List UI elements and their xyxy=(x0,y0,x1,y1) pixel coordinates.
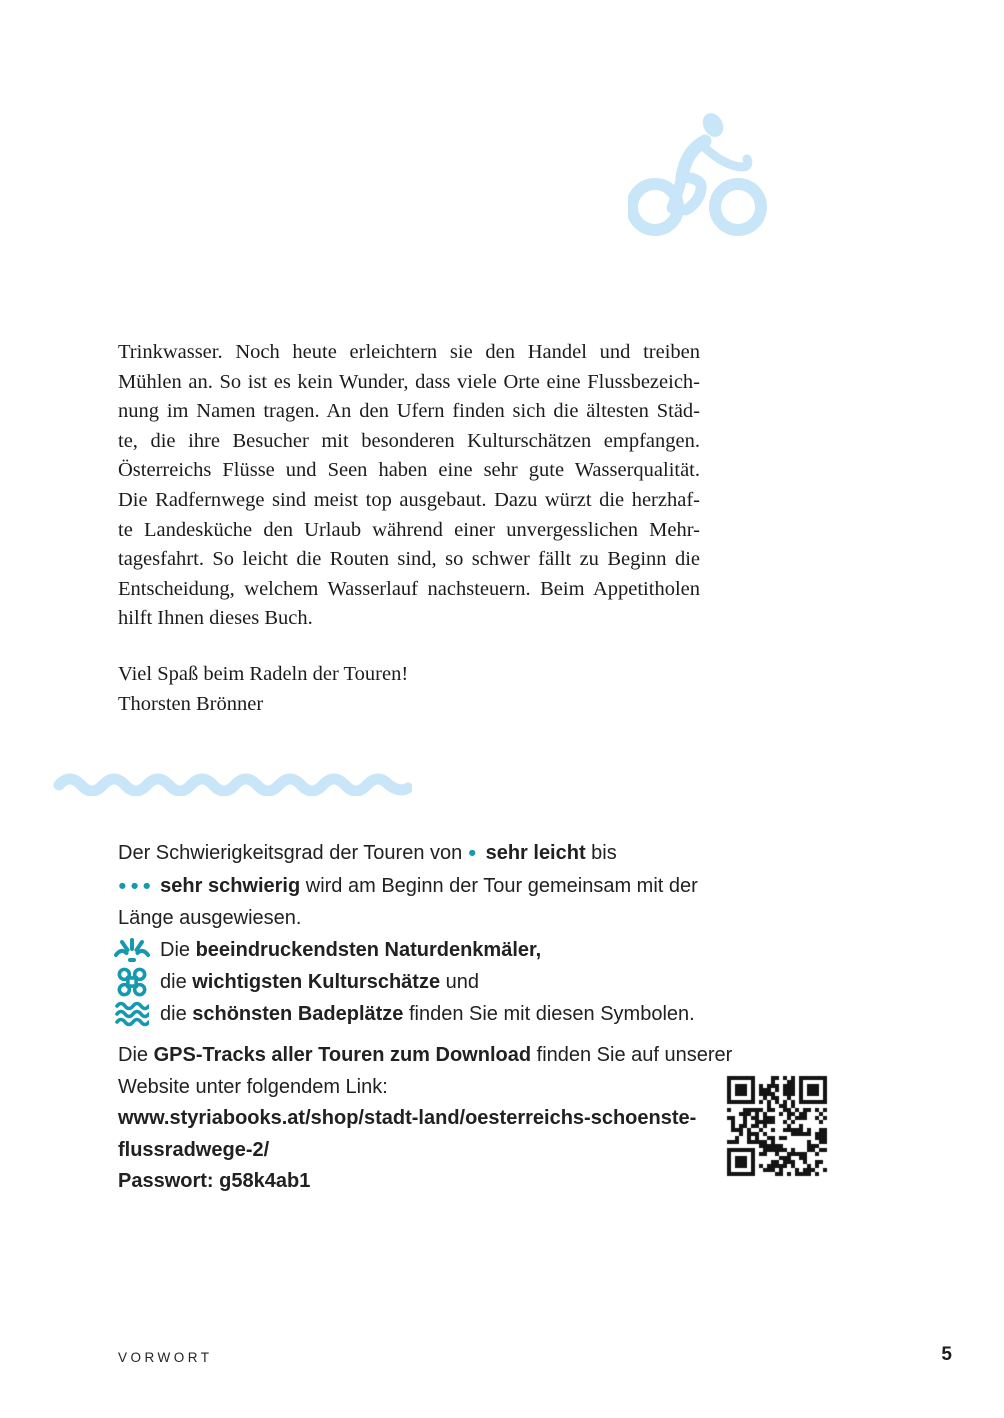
footer-chapter-label: VORWORT xyxy=(118,1350,213,1365)
legend-row-nature xyxy=(112,934,695,966)
difficulty-line: Länge ausgewiesen. xyxy=(118,907,302,929)
difficulty-line: Der Schwierigkeitsgrad der Touren von ● sehr leicht bis xyxy=(118,842,617,864)
legend-label: die wichtigsten Kulturschätze und xyxy=(160,970,479,993)
cyclist-icon xyxy=(628,110,768,240)
gps-line: Website unter folgendem Link: xyxy=(118,1075,388,1098)
legend-row-bathing xyxy=(112,998,695,1030)
waves-icon xyxy=(112,1001,152,1027)
legend-label: Die beeindruckendsten Naturdenkmäler, xyxy=(160,938,542,961)
knot-icon xyxy=(112,965,152,999)
qr-code xyxy=(725,1074,829,1182)
difficulty-line: ●●● sehr schwierig wird am Beginn der Tour gemeinsam mit der xyxy=(118,874,698,897)
page-number: 5 xyxy=(941,1344,952,1365)
download-password: Passwort: g58k4ab1 xyxy=(118,1170,311,1192)
symbols-legend xyxy=(112,934,695,1030)
gps-download-section xyxy=(118,1040,732,1198)
nature-splash-icon xyxy=(112,936,152,964)
signoff: Viel Spaß beim Radeln der Touren! Thorsten Brönner xyxy=(118,663,409,715)
intro-paragraph: Trinkwasser. Noch heute erleichtern sie den Handel und treiben Mühlen an. So ist es kein Wunder, dass viele Orte eine Flussbezeich- nung im Namen tragen. An den Ufern finden sich die ältesten Städ- te, die ihre Besucher mit besonderen Kulturschätzen empfangen. Österreichs Flüsse und Seen haben eine sehr gute Wasserqualität. Die Radfernwege sind meist top ausgebaut. Dazu würzt die herzhaf- te Landesküche den Urlaub während einer unvergesslichen Mehr- tagesfahrt. So leicht die Routen sind, so schwer fällt zu Beginn die Entscheidung, welchem Wasserlauf nachsteuern. Beim Appetitholen hilft Ihnen dieses Buch. xyxy=(118,341,700,630)
wave-divider xyxy=(52,766,412,796)
difficulty-section xyxy=(118,837,698,935)
gps-line: Die GPS-Tracks aller Touren zum Download finden Sie auf unserer xyxy=(118,1044,733,1066)
download-url: www.styriabooks.at/shop/stadt-land/oesterreichs-schoenste- xyxy=(118,1107,697,1129)
legend-row-culture xyxy=(112,966,695,998)
legend-label: die schönsten Badeplätze finden Sie mit diesen Symbolen. xyxy=(160,1002,695,1025)
download-url: flussradwege-2/ xyxy=(118,1138,270,1161)
